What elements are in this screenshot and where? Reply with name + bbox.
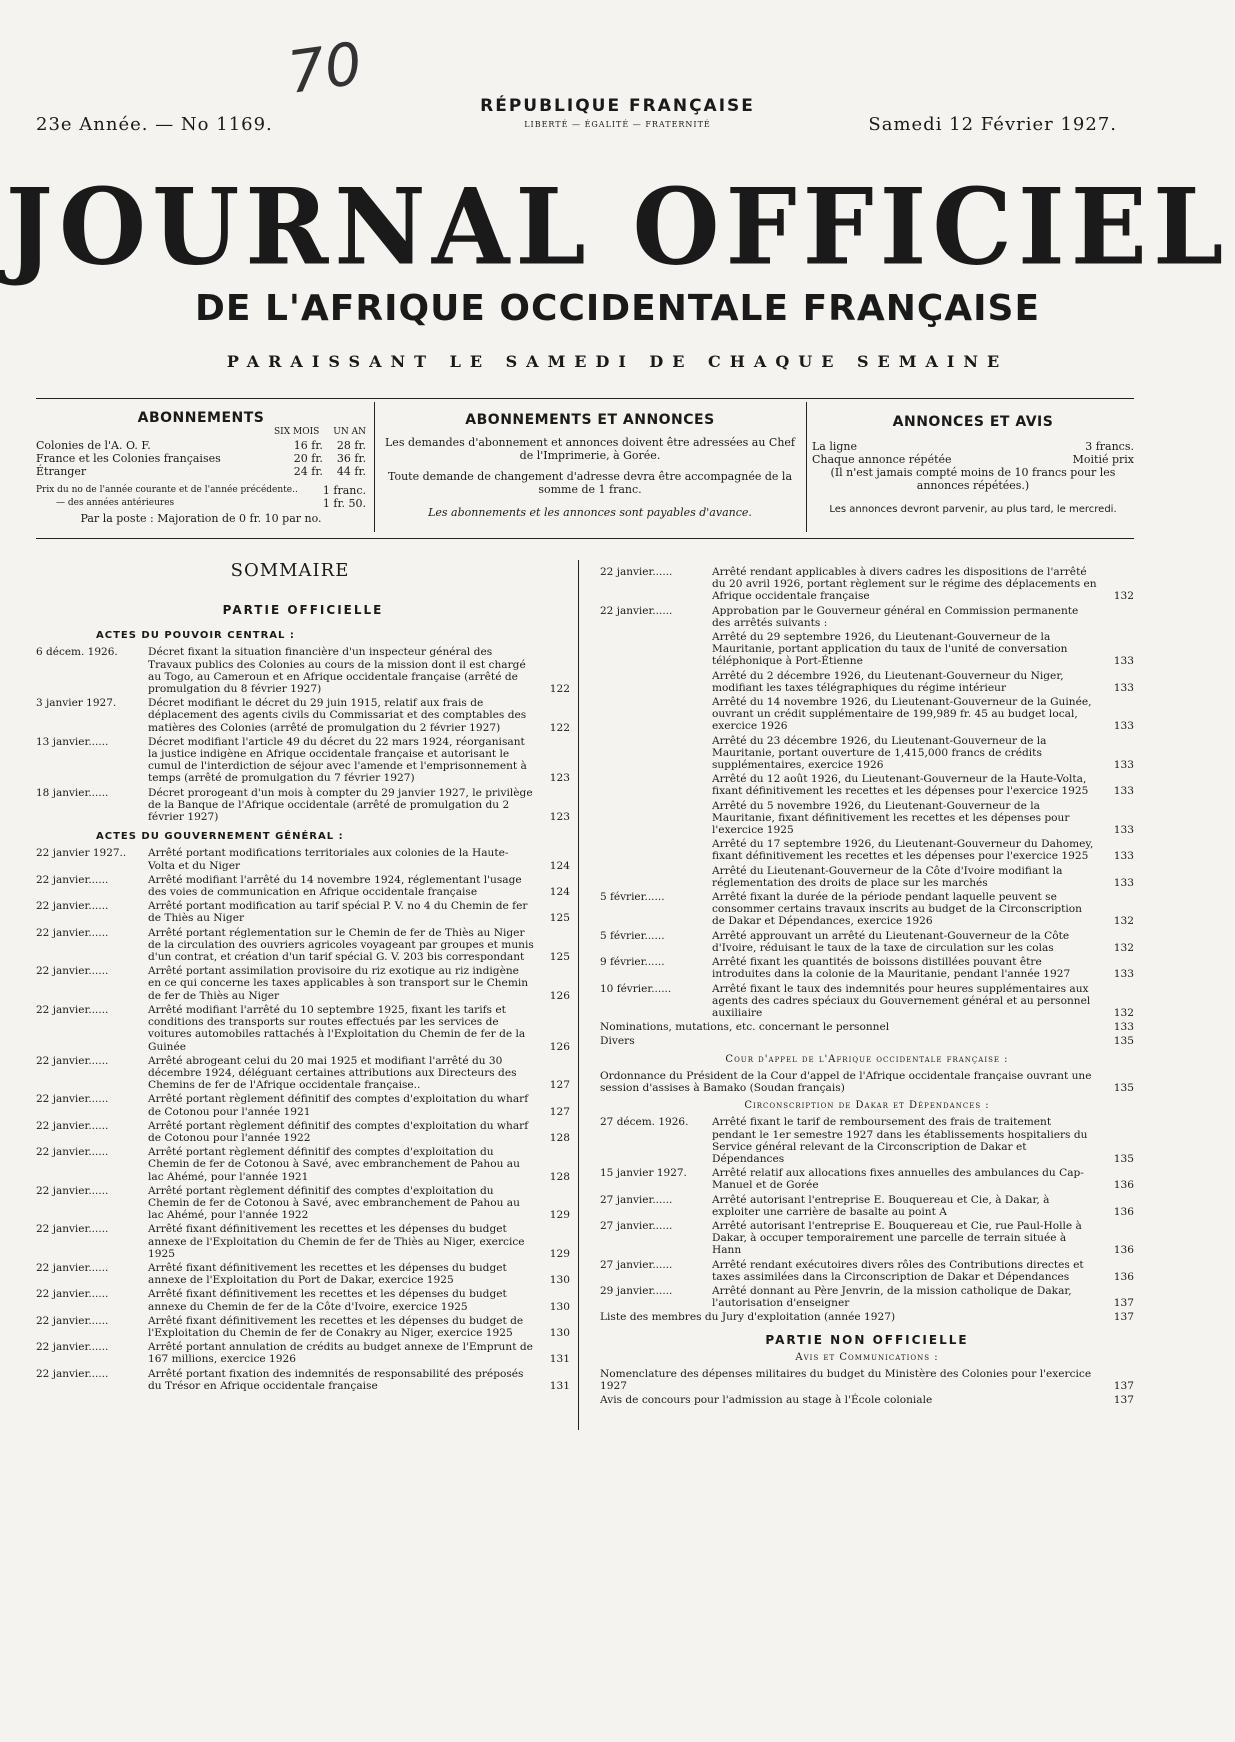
cour-appel-head: Cour d'appel de l'Afrique occidentale française :	[725, 1053, 1009, 1065]
abonnements-annonces-box	[380, 400, 800, 536]
entry-page: 125	[549, 912, 570, 925]
entry-date: 6 décem. 1926.	[36, 646, 118, 659]
entry-page: 122	[549, 721, 570, 734]
entry-text: Ordonnance du Président de la Cour d'appel de l'Afrique occidentale française ouvrant une session d'assises à Bamako (Soudan français)	[600, 1069, 1092, 1094]
six-mois-price: 16 fr.	[293, 439, 323, 452]
bottom-rule	[36, 538, 1134, 539]
entry-date: 22 janvier......	[600, 604, 673, 617]
entry-page: 127	[549, 1079, 570, 1092]
entry-text: Arrêté rendant applicables à divers cadres les dispositions de l'arrêté du 20 avril 1926, portant règlement sur le régime des déplacements en Afrique occidentale française	[712, 566, 1097, 603]
partie-officielle-title: PARTIE OFFICIELLE	[222, 603, 384, 617]
entry-date: 22 janvier......	[36, 1119, 109, 1132]
masthead-subtitle: DE L'AFRIQUE OCCIDENTALE FRANÇAISE	[194, 288, 1041, 329]
entry-page: 132	[1113, 915, 1134, 928]
entry-text: Décret modifiant le décret du 29 juin 1915, relatif aux frais de déplacement des agents civils du Commissariat et des comptables des matières des Colonies (arrêté de promulgation du 2 février 1927)	[148, 697, 527, 734]
six-mois-header: SIX MOIS	[273, 427, 320, 437]
entry-date	[600, 838, 712, 862]
entry-page: 136	[1113, 1270, 1134, 1283]
issue-number: 23e Année. — No 1169.	[36, 114, 273, 135]
entry-page: 126	[549, 989, 570, 1002]
un-an-price: 28 fr.	[336, 439, 366, 452]
sommaire-entry	[600, 773, 1134, 797]
entry-text: Arrêté du 12 août 1926, du Lieutenant-Gouverneur de la Haute-Volta, fixant définitivement les recettes et les dépenses pour l'exercice 1925	[712, 773, 1089, 798]
entry-date: 22 janvier......	[36, 1184, 109, 1197]
republique-title: RÉPUBLIQUE FRANÇAISE	[480, 96, 755, 116]
entry-page: 137	[1113, 1380, 1134, 1393]
entry-date: 22 janvier......	[36, 1093, 109, 1106]
entry-text: Arrêté fixant le taux des indemnités pour heures supplémentaires aux agents des cadres spéciaux du Gouvernement général et au personnel auxiliaire	[712, 982, 1091, 1019]
entry-text: Arrêté fixant la durée de la période pendant laquelle peuvent se consommer certains travaux inscrits au budget de la Circonscription de Dakar et Dépendances, exercice 1926	[712, 891, 1082, 928]
entry-page: 133	[1113, 681, 1134, 694]
entry-text: Arrêté rendant exécutoires divers rôles des Contributions directes et taxes assimilées dans la Circonscription de Dakar et Dépendances	[712, 1258, 1084, 1283]
entry-date: 22 janvier......	[36, 1288, 109, 1301]
entry-page: 137	[1113, 1311, 1134, 1324]
entry-text: Arrêté du Lieutenant-Gouverneur de la Côte d'Ivoire modifiant la réglementation des droits de place sur les marchés	[712, 864, 1063, 889]
entry-page: 132	[1113, 941, 1134, 954]
sommaire-entry	[36, 697, 570, 734]
abonnements-annonces-p3: Les abonnements et les annonces sont payables d'avance.	[428, 506, 752, 519]
actes-pouvoir-central-head: ACTES DU POUVOIR CENTRAL :	[96, 630, 295, 642]
abonnement-prices	[294, 452, 366, 465]
sommaire-entry	[36, 1368, 570, 1392]
entry-date: 22 janvier......	[36, 873, 109, 886]
entry-page: 130	[549, 1274, 570, 1287]
entry-text: Arrêté approuvant un arrêté du Lieutenant-Gouverneur de la Côte d'Ivoire, réduisant le taux de la taxe de circulation sur les colas	[712, 929, 1070, 954]
sommaire-entry	[600, 696, 1134, 733]
entry-page: 135	[1113, 1152, 1134, 1165]
sommaire-entry	[36, 874, 570, 898]
annonces-avis-title: ANNONCES ET AVIS	[892, 414, 1054, 430]
sommaire-entry	[36, 847, 570, 871]
abonnement-label: Étranger	[36, 465, 87, 478]
column-divider	[578, 560, 579, 1430]
sommaire-entry	[600, 1220, 1134, 1257]
entry-text: Arrêté autorisant l'entreprise E. Bouquereau et Cie, à Dakar, à exploiter une carrière de basalte au point A	[712, 1193, 1050, 1218]
sommaire-entry	[36, 787, 570, 824]
repetee-value: Moitié prix	[1072, 453, 1134, 466]
top-rule	[36, 398, 1134, 399]
sommaire-entry	[600, 865, 1134, 889]
entry-page: 137	[1113, 1297, 1134, 1310]
entry-date: 22 janvier......	[36, 1003, 109, 1016]
abonnement-row	[36, 439, 366, 452]
sommaire-entry	[36, 965, 570, 1002]
entry-page: 124	[549, 886, 570, 899]
abonnements-box	[36, 400, 366, 536]
entry-page: 133	[1113, 850, 1134, 863]
entry-text: Arrêté portant règlement définitif des comptes d'exploitation du Chemin de fer de Cotonou à Savé, avec embranchement de Pahou au lac Ahémé, pour l'année 1921	[148, 1146, 520, 1183]
entry-text: Arrêté relatif aux allocations fixes annuelles des ambulances du Cap-Manuel et de Gorée	[712, 1167, 1084, 1192]
entry-text: Arrêté portant annulation de crédits au budget annexe de l'Emprunt de 167 millions, exercice 1926	[148, 1341, 533, 1366]
sommaire-entry	[36, 736, 570, 785]
circonscription-list	[600, 1116, 1134, 1309]
sommaire-entry	[600, 930, 1134, 954]
sommaire-entry	[36, 1223, 570, 1260]
entry-text: Arrêté portant fixation des indemnités de responsabilité des préposés du Trésor en Afrique occidentale française	[148, 1367, 524, 1392]
box-divider-1	[374, 402, 375, 532]
avis-head: Avis et Communications :	[795, 1351, 939, 1363]
six-mois-price: 24 fr.	[293, 465, 323, 478]
entry-page: 132	[1113, 1006, 1134, 1019]
poste-note: Par la poste : Majoration de 0 fr. 10 par no.	[80, 512, 322, 525]
abonnements-annonces-p1: Les demandes d'abonnement et annonces doivent être adressées au Chef de l'Imprimerie, à Gorée.	[385, 436, 795, 462]
entry-text: Décret modifiant l'article 49 du décret du 22 mars 1924, réorganisant la justice indigène en Afrique occidentale française et autorisant le cumul de l'interdiction de séjour avec l'amende et l'emprisonnement à temps (arrêté de promulgation du 7 février 1927)	[148, 735, 527, 785]
abonnement-row	[36, 465, 366, 478]
entry-date: 22 janvier......	[36, 926, 109, 939]
sommaire-entry	[600, 1259, 1134, 1283]
entry-date	[600, 696, 712, 733]
sommaire-entry	[36, 1262, 570, 1286]
sommaire-entry	[36, 1093, 570, 1117]
sommaire-entry	[36, 1004, 570, 1053]
entry-date: 22 janvier 1927..	[36, 847, 127, 860]
entry-date: 5 février......	[600, 929, 665, 942]
entry-text: Approbation par le Gouverneur général en Commission permanente des arrêtés suivants :	[712, 604, 1079, 629]
prix-value-2: 1 fr. 50.	[322, 497, 366, 510]
entry-date: 22 janvier......	[36, 900, 109, 913]
entry-text: Arrêté du 2 décembre 1926, du Lieutenant-Gouverneur du Niger, modifiant les taxes télégraphiques du régime intérieur	[712, 669, 1064, 694]
sommaire-entry	[36, 1120, 570, 1144]
entry-text: Arrêté fixant définitivement les recettes et les dépenses du budget annexe de l'Exploitation du Port de Dakar, exercice 1925	[148, 1261, 507, 1287]
entry-text: Décret prorogeant d'un mois à compter du 29 janvier 1927, le privilège de la Banque de l'Afrique occidentale (arrêté de promulgation du 2 février 1927)	[148, 786, 533, 824]
abonnement-row	[36, 452, 366, 465]
entry-text: Arrêté modifiant l'arrêté du 10 septembre 1925, fixant les tarifs et conditions des transports sur routes effectués par les services de voitures automobiles rattachés à l'Exploitation du Chemin de fer de la Guinée	[148, 1003, 526, 1053]
devise: LIBERTÉ — ÉGALITÉ — FRATERNITÉ	[524, 120, 711, 129]
entry-page: 130	[549, 1300, 570, 1313]
partie-non-officielle-title: PARTIE NON OFFICIELLE	[765, 1332, 969, 1347]
annonces-delai: Les annonces devront parvenir, au plus tard, le mercredi.	[829, 504, 1117, 515]
entry-date: 3 janvier 1927.	[36, 697, 117, 710]
sommaire-entry	[36, 1146, 570, 1183]
annonces-note: (Il n'est jamais compté moins de 10 francs pour les annonces répétées.)	[830, 466, 1116, 492]
entry-text: Arrêté portant règlement définitif des comptes d'exploitation du wharf de Cotonou pour l'année 1922	[148, 1119, 529, 1144]
nominations-entry	[600, 1021, 1134, 1033]
abonnements-annonces-title: ABONNEMENTS ET ANNONCES	[465, 412, 715, 428]
entry-date: 22 janvier......	[36, 1146, 109, 1159]
circonscription-head: Circonscription de Dakar et Dépendances :	[744, 1100, 990, 1112]
entry-page: 131	[549, 1379, 570, 1392]
entry-text: Nominations, mutations, etc. concernant le personnel	[600, 1021, 890, 1034]
prix-label-1: Prix du no de l'année courante et de l'année précédente..	[36, 485, 298, 495]
entry-text: Divers	[600, 1035, 635, 1048]
entry-page: 133	[1113, 1021, 1134, 1034]
avis-list	[600, 1368, 1134, 1407]
entry-date	[600, 735, 712, 772]
abonnement-label: Colonies de l'A. O. F.	[36, 439, 151, 452]
sommaire-entry	[36, 1185, 570, 1222]
sommaire-entry	[36, 927, 570, 964]
ligne-value: 3 francs.	[1085, 440, 1134, 453]
sommaire-entry	[600, 1116, 1134, 1165]
entry-date: 18 janvier......	[36, 786, 109, 799]
entry-text: Avis de concours pour l'admission au stage à l'École coloniale	[600, 1394, 933, 1407]
entry-page: 137	[1113, 1394, 1134, 1407]
entry-page: 133	[1113, 968, 1134, 981]
entry-date: 13 janvier......	[36, 735, 109, 748]
entry-date: 22 janvier......	[36, 1223, 109, 1236]
entry-date: 29 janvier......	[600, 1284, 673, 1297]
sommaire-entry	[36, 900, 570, 924]
pouvoir-central-list	[36, 646, 570, 823]
entry-page: 133	[1113, 824, 1134, 837]
sommaire-entry	[600, 566, 1134, 603]
entry-page: 136	[1113, 1244, 1134, 1257]
entry-page: 124	[549, 859, 570, 872]
sommaire-entry	[600, 891, 1134, 928]
sommaire-entry	[600, 1394, 1134, 1406]
sommaire-entry	[36, 1288, 570, 1312]
entry-text: Nomenclature des dépenses militaires du budget du Ministère des Colonies pour l'exercice 1927	[600, 1367, 1092, 1393]
sommaire-entry	[600, 1285, 1134, 1309]
box-divider-2	[806, 402, 807, 532]
entry-text: Arrêté modifiant l'arrêté du 14 novembre 1924, réglementant l'usage des voies de communication en Afrique occidentale française	[148, 873, 522, 899]
entry-date: 22 janvier......	[36, 1341, 109, 1354]
entry-date: 27 janvier......	[600, 1193, 673, 1206]
entry-page: 133	[1113, 785, 1134, 798]
abonnements-title: ABONNEMENTS	[137, 410, 265, 426]
entry-text: Arrêté abrogeant celui du 20 mai 1925 et modifiant l'arrêté du 30 décembre 1924, déléguant certaines attributions aux Directeurs des Chemins de fer de l'Afrique occidentale française..	[148, 1054, 517, 1092]
sommaire-entry	[600, 735, 1134, 772]
entry-page: 130	[549, 1326, 570, 1339]
abonnement-label: France et les Colonies françaises	[36, 452, 221, 465]
entry-page: 132	[1113, 590, 1134, 603]
actes-gouvernement-general-head: ACTES DU GOUVERNEMENT GÉNÉRAL :	[96, 831, 344, 843]
right-gouvernement-list	[600, 566, 1134, 1019]
entry-text: Arrêté portant modifications territoriales aux colonies de la Haute-Volta et du Niger	[148, 847, 509, 872]
entry-date: 15 janvier 1927.	[600, 1167, 687, 1180]
sommaire-entry	[600, 670, 1134, 694]
six-mois-price: 20 fr.	[293, 452, 323, 465]
entry-page: 136	[1113, 1179, 1134, 1192]
entry-date: 27 décem. 1926.	[600, 1116, 689, 1129]
entry-page: 135	[1113, 1035, 1134, 1048]
entry-date	[600, 670, 712, 694]
sommaire-entry	[36, 1315, 570, 1339]
un-an-price: 36 fr.	[336, 452, 366, 465]
sommaire-entry	[36, 1055, 570, 1092]
ligne-label: La ligne	[812, 440, 858, 453]
entry-page: 125	[549, 951, 570, 964]
prix-value-1: 1 franc.	[322, 484, 366, 497]
handwritten-number: 70	[283, 29, 367, 107]
sommaire-entry	[600, 956, 1134, 980]
entry-date: 27 janvier......	[600, 1258, 673, 1271]
entry-text: Arrêté du 23 décembre 1926, du Lieutenant-Gouverneur de la Mauritanie, portant ouverture de 1,415,000 francs de crédits supplémentaires, exercice 1926	[712, 734, 1047, 772]
sommaire-entry	[600, 1167, 1134, 1191]
entry-text: Arrêté du 5 novembre 1926, du Lieutenant-Gouverneur de la Mauritanie, fixant définitivement les recettes et les dépenses pour l'exercice 1925	[712, 799, 1070, 837]
sommaire-right-column	[600, 566, 1134, 1409]
jury-entry	[600, 1311, 1134, 1323]
sommaire-entry	[600, 1368, 1134, 1392]
entry-page: 133	[1113, 720, 1134, 733]
sommaire-left-column	[36, 604, 570, 1394]
entry-text: Arrêté autorisant l'entreprise E. Bouquereau et Cie, rue Paul-Holle à Dakar, à occuper temporairement une parcelle de terrain située à Hann	[712, 1219, 1082, 1257]
entry-text: Arrêté fixant définitivement les recettes et les dépenses du budget annexe de l'Exploitation du Chemin de fer de Thiès au Niger, exercice 1925	[148, 1223, 525, 1260]
entry-text: Arrêté portant réglementation sur le Chemin de fer de Thiès au Niger de la circulation des ouvriers agricoles voyageant par groupes et munis d'un contrat, et création d'un tarif spécial G. V. 203 bis correspondant	[148, 926, 534, 964]
issue-date: Samedi 12 Février 1927.	[868, 114, 1117, 135]
repetee-label: Chaque annonce répétée	[812, 453, 952, 466]
sommaire-entry	[600, 800, 1134, 837]
gouvernement-general-list	[36, 847, 570, 1392]
sommaire-entry	[600, 983, 1134, 1020]
entry-date	[600, 800, 712, 837]
entry-date: 22 janvier......	[36, 1314, 109, 1327]
entry-text: Décret fixant la situation financière d'un inspecteur général des Travaux publics des Colonies au cours de la mission dont il est chargé au Togo, au Cameroun et en Afrique occidentale française (arrêté de promulgation du 8 février 1927)	[148, 646, 526, 696]
un-an-price: 44 fr.	[336, 465, 366, 478]
entry-date: 5 février......	[600, 891, 665, 904]
entry-text: Arrêté fixant définitivement les recettes et les dépenses du budget de l'Exploitation du Chemin de fer de Conakry au Niger, exercice 1925	[148, 1314, 524, 1339]
entry-page: 133	[1113, 655, 1134, 668]
entry-date	[600, 865, 712, 889]
abonnement-prices	[294, 439, 366, 452]
sommaire-entry	[36, 1341, 570, 1365]
entry-date: 27 janvier......	[600, 1219, 673, 1232]
entry-page: 123	[549, 772, 570, 785]
publication-frequency: PARAISSANT LE SAMEDI DE CHAQUE SEMAINE	[226, 352, 1009, 371]
entry-page: 133	[1113, 759, 1134, 772]
entry-date	[600, 773, 712, 797]
entry-text: Arrêté fixant définitivement les recettes et les dépenses du budget annexe du Chemin de fer de la Côte d'Ivoire, exercice 1925	[148, 1288, 507, 1313]
entry-text: Liste des membres du Jury d'exploitation (année 1927)	[600, 1311, 896, 1324]
entry-date: 22 janvier......	[36, 1261, 109, 1274]
abonnements-table	[36, 439, 366, 478]
divers-entry	[600, 1035, 1134, 1047]
entry-page: 129	[549, 1247, 570, 1260]
abonnements-annonces-p2: Toute demande de changement d'adresse devra être accompagnée de la somme de 1 franc.	[387, 470, 793, 496]
entry-page: 126	[549, 1040, 570, 1053]
masthead-title: JOURNAL OFFICIEL	[5, 165, 1230, 289]
entry-date: 22 janvier......	[36, 965, 109, 978]
prix-label-2: — des années antérieures	[56, 498, 175, 508]
cour-appel-entry	[600, 1070, 1134, 1094]
entry-page: 128	[549, 1131, 570, 1144]
entry-date: 10 février......	[600, 982, 672, 995]
entry-text: Arrêté fixant le tarif de remboursement des frais de traitement pendant le 1er semestre 1927 dans les établissements hospitaliers du Service général relevant de la Circonscription de Dakar et Dépendances	[712, 1116, 1088, 1165]
entry-page: 135	[1113, 1081, 1134, 1094]
sommaire-title: SOMMAIRE	[230, 560, 350, 581]
entry-text: Arrêté du 17 septembre 1926, du Lieutenant-Gouverneur du Dahomey, fixant définitivement les recettes et les dépenses pour l'exercice 1925	[712, 838, 1094, 863]
entry-page: 129	[549, 1209, 570, 1222]
sommaire-entry	[600, 605, 1134, 629]
entry-page: 136	[1113, 1205, 1134, 1218]
sommaire-entry	[36, 646, 570, 695]
entry-page: 122	[549, 683, 570, 696]
un-an-header: UN AN	[333, 427, 366, 437]
entry-text: Arrêté fixant les quantités de boissons distillées pouvant être introduites dans la colonie de la Mauritanie, pendant l'année 1927	[712, 956, 1071, 981]
entry-date	[600, 631, 712, 668]
entry-date: 22 janvier......	[600, 566, 673, 578]
entry-text: Arrêté du 29 septembre 1926, du Lieutenant-Gouverneur de la Mauritanie, portant application du taux de l'unité de conversation téléphonique à Port-Étienne	[712, 631, 1068, 668]
entry-text: Arrêté donnant au Père Jenvrin, de la mission catholique de Dakar, l'autorisation d'enseigner	[712, 1284, 1072, 1310]
entry-text: Arrêté portant assimilation provisoire du riz exotique au riz indigène en ce qui concerne les taxes applicables à son transport sur le Chemin de fer de Thiès au Niger	[148, 965, 529, 1002]
sommaire-entry	[600, 1194, 1134, 1218]
entry-page: 131	[549, 1353, 570, 1366]
entry-page: 128	[549, 1170, 570, 1183]
entry-page: 133	[1113, 876, 1134, 889]
entry-page: 127	[549, 1105, 570, 1118]
entry-page: 123	[549, 811, 570, 824]
entry-date: 22 janvier......	[36, 1367, 109, 1380]
entry-text: Arrêté portant règlement définitif des comptes d'exploitation du wharf de Cotonou pour l'année 1921	[148, 1093, 529, 1118]
entry-text: Arrêté portant règlement définitif des comptes d'exploitation du Chemin de fer de Cotonou à Savé, avec embranchement de Pahou au lac Ahémé, pour l'année 1922	[148, 1184, 520, 1222]
entry-text: Arrêté portant modification au tarif spécial P. V. no 4 du Chemin de fer de Thiès au Niger	[148, 900, 528, 925]
entry-date: 22 janvier......	[36, 1054, 109, 1067]
entry-text: Arrêté du 14 novembre 1926, du Lieutenant-Gouverneur de la Guinée, ouvrant un crédit supplémentaire de 199,989 fr. 45 au budget local, exercice 1926	[712, 696, 1092, 733]
annonces-avis-box	[812, 400, 1134, 536]
abonnement-prices	[294, 465, 366, 478]
sommaire-entry	[600, 838, 1134, 862]
entry-date: 9 février......	[600, 956, 665, 969]
sommaire-entry	[600, 631, 1134, 668]
